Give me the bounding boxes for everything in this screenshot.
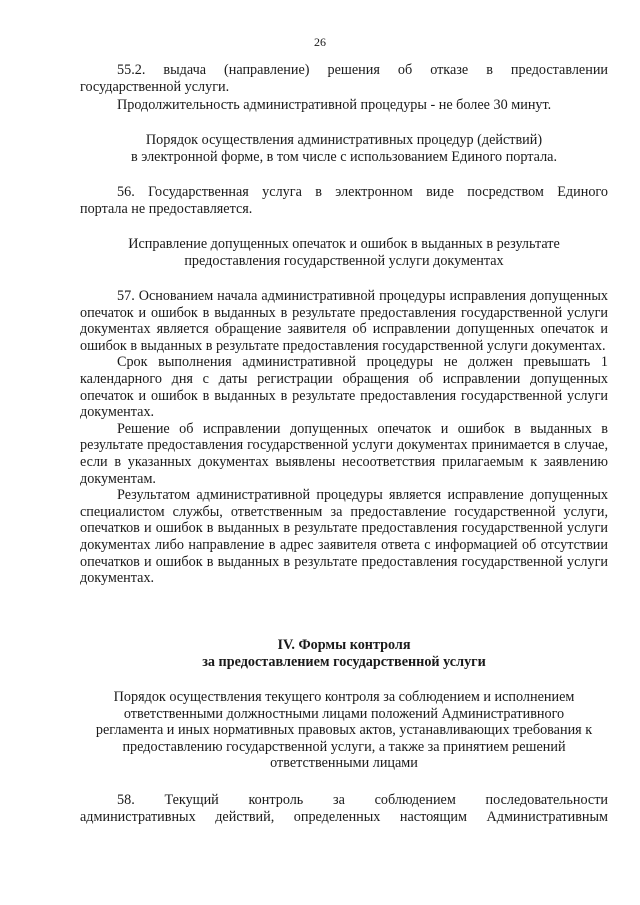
- paragraph-result: Результатом административной процедуры является исправление допущенных специалистом службы, ответственным за предоставление государственной услуги, опечатков и ошибок в выданных в результате предоставления государственной услуги документах либо направление в адрес заявителя ответа с информацией об отсутствии опечатков и ошибок в выданных в результате предоставления государственной услуги документах.: [80, 487, 608, 587]
- heading-line: Порядок осуществления административных процедур (действий): [145, 132, 543, 148]
- heading-line: Исправление допущенных опечаток и ошибок в выданных в результате: [128, 236, 560, 252]
- heading-line: предоставления государственной услуги документах: [184, 252, 504, 269]
- paragraph-line: портала не предоставляется.: [80, 200, 253, 217]
- section-iv-title: [80, 637, 608, 670]
- heading-line: регламента и иных нормативных правовых актов, устанавливающих требования к: [95, 722, 593, 739]
- paragraph-decision: Решение об исправлении допущенных опечаток и ошибок в выданных в результате предоставления государственной услуги документах принимается в случае, если в указанных документах выявлены несоответствия прилагаемым к заявлению документам.: [80, 420, 608, 487]
- heading-line: в электронной форме, в том числе с использованием Единого портала.: [130, 148, 558, 165]
- paragraph-58: [80, 792, 608, 825]
- paragraph-text: Продолжительность административной процедуры - не более 30 минут.: [117, 97, 552, 113]
- paragraph-duration: [80, 97, 608, 114]
- paragraph-line: государственной услуги.: [80, 78, 230, 95]
- section-title-line: за предоставлением государственной услуги: [202, 653, 486, 670]
- paragraph-line: 58. Текущий контроль за соблюдением последовательности: [117, 792, 608, 808]
- paragraph-line: 56. Государственная услуга в электронном виде посредством Единого: [117, 184, 608, 200]
- section-57-body: [80, 288, 608, 587]
- section-title-line: IV. Формы контроля: [277, 637, 411, 653]
- page-number: 26: [314, 35, 326, 49]
- heading-corrections: [80, 236, 608, 269]
- paragraph-term: Срок выполнения административной процедуры не должен превышать 1 календарного дня с даты регистрации обращения об исправлении допущенных опечаток и ошибок в выданных в результате предоставления государственной услуги документах.: [80, 354, 608, 421]
- heading-line: ответственными лицами: [270, 755, 418, 772]
- heading-electronic-form: [80, 132, 608, 165]
- paragraph-56: [80, 184, 608, 217]
- paragraph-57: 57. Основанием начала административной процедуры исправления допущенных опечаток и ошибок в выданных в результате предоставления государственной услуги документах является обращение заявителя об исправлении допущенных опечаток и ошибок в выданных в результате предоставления государственной услуги документах.: [80, 288, 608, 354]
- heading-line: Порядок осуществления текущего контроля за соблюдением и исполнением: [113, 689, 575, 705]
- heading-line: ответственными должностными лицами положений Административного: [123, 705, 565, 722]
- paragraph-line: 55.2. выдача (направление) решения об отказе в предоставлении: [117, 62, 608, 78]
- heading-line: предоставлению государственной услуги, а также за принятием решений: [122, 738, 566, 755]
- paragraph-line: административных действий, определенных настоящим Административным: [80, 808, 608, 825]
- heading-current-control: [80, 689, 608, 772]
- paragraph-55-2: [80, 62, 608, 95]
